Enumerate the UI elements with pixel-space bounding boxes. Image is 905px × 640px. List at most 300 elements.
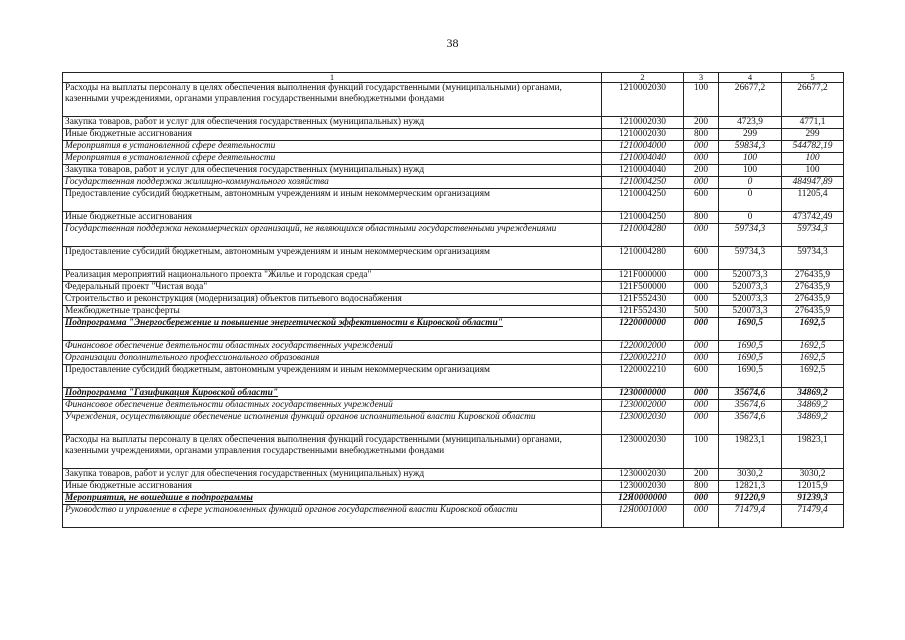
amount-year2-text: 100 bbox=[805, 165, 820, 175]
amount-year1-text: 520073,3 bbox=[732, 270, 768, 280]
target-code-cell bbox=[602, 247, 684, 270]
amount-year2-text: 91239,3 bbox=[797, 493, 828, 503]
expense-type-cell bbox=[684, 141, 719, 153]
amount-year1-cell bbox=[719, 141, 782, 153]
target-code-text: 1220002000 bbox=[619, 341, 666, 351]
amount-year2-text: 276435,9 bbox=[794, 282, 831, 292]
amount-year2-cell bbox=[782, 493, 844, 505]
item-name-text: Финансовое обеспечение деятельности областных государственных учреждений bbox=[65, 400, 393, 410]
expense-type-text: 000 bbox=[693, 224, 709, 234]
item-name-text: Закупка товаров, работ и услуг для обеспечения государственных (муниципальных) нужд bbox=[65, 165, 425, 175]
target-code-cell bbox=[602, 400, 684, 412]
column-number: 2 bbox=[602, 73, 684, 83]
amount-year2-cell bbox=[782, 189, 844, 212]
expense-type-text: 600 bbox=[693, 365, 709, 375]
item-name-cell bbox=[63, 400, 602, 412]
item-name-cell bbox=[63, 270, 602, 282]
amount-year1-text: 35674,6 bbox=[734, 400, 766, 410]
amount-year2-cell bbox=[782, 270, 844, 282]
amount-year2-text: 484947,89 bbox=[792, 177, 833, 187]
expense-type-text: 800 bbox=[693, 129, 709, 139]
expense-type-cell bbox=[684, 294, 719, 306]
amount-year2-cell bbox=[782, 224, 844, 247]
expense-type-text: 000 bbox=[693, 353, 709, 363]
budget-table bbox=[62, 72, 844, 528]
amount-year2-text: 34869,2 bbox=[797, 400, 828, 410]
expense-type-text: 000 bbox=[693, 153, 709, 163]
amount-year2-text: 299 bbox=[805, 129, 820, 139]
table-row bbox=[63, 365, 844, 388]
target-code-cell bbox=[602, 469, 684, 481]
amount-year1-cell bbox=[719, 189, 782, 212]
table-row bbox=[63, 353, 844, 365]
target-code-cell bbox=[602, 165, 684, 177]
expense-type-text: 000 bbox=[693, 493, 709, 503]
amount-year2-cell bbox=[782, 83, 844, 117]
amount-year2-cell bbox=[782, 212, 844, 224]
target-code-cell bbox=[602, 493, 684, 505]
target-code-cell bbox=[602, 341, 684, 353]
target-code-cell bbox=[602, 388, 684, 400]
item-name-text: Предоставление субсидий бюджетным, автономным учреждениям и иным некоммерческим организациям bbox=[65, 247, 490, 257]
table-row bbox=[63, 129, 844, 141]
expense-type-text: 000 bbox=[693, 341, 709, 351]
amount-year2-cell bbox=[782, 117, 844, 129]
table-row bbox=[63, 177, 844, 189]
amount-year2-text: 1692,5 bbox=[799, 365, 826, 375]
table-row bbox=[63, 306, 844, 318]
amount-year1-text: 0 bbox=[747, 177, 753, 187]
amount-year1-text: 100 bbox=[742, 165, 758, 175]
expense-type-cell bbox=[684, 353, 719, 365]
amount-year1-text: 0 bbox=[747, 212, 753, 222]
amount-year2-text: 1692,5 bbox=[799, 341, 826, 351]
amount-year1-cell bbox=[719, 247, 782, 270]
column-number: 4 bbox=[719, 73, 782, 83]
target-code-cell bbox=[602, 435, 684, 469]
amount-year1-cell bbox=[719, 177, 782, 189]
expense-type-text: 200 bbox=[693, 469, 709, 479]
table-row bbox=[63, 318, 844, 341]
table-row bbox=[63, 469, 844, 481]
amount-year2-text: 473742,49 bbox=[792, 212, 833, 222]
amount-year1-cell bbox=[719, 224, 782, 247]
table-row bbox=[63, 400, 844, 412]
amount-year1-text: 1690,5 bbox=[737, 365, 763, 375]
expense-type-text: 000 bbox=[693, 400, 709, 410]
item-name-text: Мероприятия в установленной сфере деятельности bbox=[65, 141, 276, 151]
item-name-cell bbox=[63, 153, 602, 165]
amount-year1-text: 12821,3 bbox=[734, 481, 766, 491]
expense-type-text: 000 bbox=[693, 412, 709, 422]
expense-type-text: 100 bbox=[693, 83, 709, 93]
item-name-text: Финансовое обеспечение деятельности областных государственных учреждений bbox=[65, 341, 393, 351]
amount-year2-text: 34869,2 bbox=[797, 388, 828, 398]
expense-type-cell bbox=[684, 270, 719, 282]
amount-year1-text: 1690,5 bbox=[737, 318, 763, 328]
amount-year1-text: 71479,4 bbox=[734, 505, 766, 515]
amount-year2-text: 59734,3 bbox=[797, 247, 828, 257]
table-row bbox=[63, 83, 844, 117]
expense-type-cell bbox=[684, 282, 719, 294]
item-name-cell bbox=[63, 493, 602, 505]
target-code-text: 1210004000 bbox=[619, 141, 666, 151]
target-code-text: 1230002030 bbox=[619, 469, 666, 479]
amount-year1-cell bbox=[719, 282, 782, 294]
item-name-cell bbox=[63, 353, 602, 365]
amount-year1-cell bbox=[719, 388, 782, 400]
item-name-cell bbox=[63, 189, 602, 212]
target-code-text: 1210004250 bbox=[619, 212, 666, 222]
target-code-cell bbox=[602, 212, 684, 224]
target-code-text: 12Я0000000 bbox=[618, 493, 667, 503]
item-name-text: Расходы на выплаты персоналу в целях обеспечения выполнения функций государственными (муниципальными) органами, казенными учреждениями, органами управления государственными внебюджетными фондами bbox=[65, 435, 562, 456]
item-name-text: Строительство и реконструкция (модернизация) объектов питьевого водоснабжения bbox=[65, 294, 402, 304]
target-code-cell bbox=[602, 189, 684, 212]
amount-year2-text: 12015,9 bbox=[797, 481, 828, 491]
item-name-text: Мероприятия в установленной сфере деятельности bbox=[65, 153, 276, 163]
target-code-text: 1220000000 bbox=[619, 318, 666, 328]
amount-year1-cell bbox=[719, 481, 782, 493]
expense-type-text: 500 bbox=[693, 306, 709, 316]
target-code-text: 1220002210 bbox=[619, 365, 666, 375]
expense-type-text: 200 bbox=[693, 165, 709, 175]
amount-year2-text: 34869,2 bbox=[797, 412, 828, 422]
item-name-cell bbox=[63, 247, 602, 270]
item-name-cell bbox=[63, 294, 602, 306]
item-name-text: Иные бюджетные ассигнования bbox=[65, 481, 192, 491]
table-row bbox=[63, 435, 844, 469]
target-code-text: 1210002030 bbox=[619, 117, 666, 127]
amount-year1-cell bbox=[719, 129, 782, 141]
target-code-cell bbox=[602, 270, 684, 282]
target-code-cell bbox=[602, 318, 684, 341]
amount-year2-cell bbox=[782, 435, 844, 469]
target-code-text: 1210004280 bbox=[619, 247, 666, 257]
amount-year2-cell bbox=[782, 481, 844, 493]
expense-type-text: 000 bbox=[693, 505, 709, 515]
item-name-cell bbox=[63, 177, 602, 189]
amount-year1-cell bbox=[719, 83, 782, 117]
expense-type-cell bbox=[684, 189, 719, 212]
amount-year2-cell bbox=[782, 165, 844, 177]
target-code-cell bbox=[602, 353, 684, 365]
amount-year2-cell bbox=[782, 318, 844, 341]
expense-type-text: 000 bbox=[693, 177, 709, 187]
expense-type-cell bbox=[684, 388, 719, 400]
expense-type-cell bbox=[684, 306, 719, 318]
amount-year1-cell bbox=[719, 469, 782, 481]
item-name-text: Иные бюджетные ассигнования bbox=[65, 129, 192, 139]
amount-year2-text: 3030,2 bbox=[799, 469, 826, 479]
item-name-text: Организации дополнительного профессионального образования bbox=[65, 353, 320, 363]
target-code-text: 1210004040 bbox=[619, 153, 666, 163]
amount-year2-text: 26677,2 bbox=[797, 83, 828, 93]
target-code-text: 12Я0001000 bbox=[618, 505, 667, 515]
item-name-text: Федеральный проект "Чистая вода" bbox=[65, 282, 208, 292]
target-code-cell bbox=[602, 365, 684, 388]
expense-type-text: 100 bbox=[693, 435, 709, 445]
target-code-cell bbox=[602, 117, 684, 129]
item-name-cell bbox=[63, 388, 602, 400]
expense-type-text: 000 bbox=[693, 270, 709, 280]
expense-type-cell bbox=[684, 212, 719, 224]
expense-type-cell bbox=[684, 400, 719, 412]
table-row bbox=[63, 224, 844, 247]
amount-year1-text: 19823,1 bbox=[734, 435, 766, 445]
expense-type-cell bbox=[684, 341, 719, 353]
expense-type-text: 600 bbox=[693, 247, 709, 257]
amount-year2-text: 1692,5 bbox=[799, 353, 826, 363]
item-name-text: Реализация мероприятий национального проекта "Жилье и городская среда" bbox=[65, 270, 372, 280]
amount-year1-cell bbox=[719, 212, 782, 224]
target-code-text: 1210004280 bbox=[619, 224, 666, 234]
table-row bbox=[63, 388, 844, 400]
amount-year1-text: 35674,6 bbox=[734, 412, 766, 422]
item-name-cell bbox=[63, 141, 602, 153]
item-name-cell bbox=[63, 129, 602, 141]
target-code-cell bbox=[602, 177, 684, 189]
table-row bbox=[63, 412, 844, 435]
amount-year1-cell bbox=[719, 435, 782, 469]
amount-year1-cell bbox=[719, 294, 782, 306]
table-row bbox=[63, 294, 844, 306]
amount-year2-cell bbox=[782, 294, 844, 306]
item-name-text: Руководство и управление в сфере установленных функций органов государственной власти Кировской области bbox=[65, 505, 518, 515]
expense-type-text: 000 bbox=[693, 141, 709, 151]
item-name-cell bbox=[63, 117, 602, 129]
item-name-text: Мероприятия, не вошедшие в подпрограммы bbox=[65, 493, 253, 503]
amount-year2-cell bbox=[782, 129, 844, 141]
expense-type-text: 000 bbox=[693, 282, 709, 292]
amount-year1-text: 59834,3 bbox=[734, 141, 766, 151]
target-code-cell bbox=[602, 294, 684, 306]
amount-year1-cell bbox=[719, 306, 782, 318]
target-code-cell bbox=[602, 224, 684, 247]
column-number: 1 bbox=[63, 73, 602, 83]
amount-year1-text: 1690,5 bbox=[737, 353, 763, 363]
expense-type-cell bbox=[684, 505, 719, 528]
table-body bbox=[63, 83, 844, 528]
expense-type-cell bbox=[684, 365, 719, 388]
amount-year2-cell bbox=[782, 469, 844, 481]
amount-year1-cell bbox=[719, 165, 782, 177]
expense-type-cell bbox=[684, 469, 719, 481]
target-code-text: 121F000000 bbox=[618, 270, 667, 280]
expense-type-cell bbox=[684, 165, 719, 177]
amount-year2-cell bbox=[782, 153, 844, 165]
amount-year2-text: 4771,1 bbox=[799, 117, 826, 127]
amount-year1-cell bbox=[719, 353, 782, 365]
target-code-cell bbox=[602, 481, 684, 493]
item-name-cell bbox=[63, 365, 602, 388]
expense-type-cell bbox=[684, 177, 719, 189]
target-code-text: 1210002030 bbox=[619, 83, 666, 93]
amount-year1-text: 4723,9 bbox=[737, 117, 763, 127]
amount-year1-cell bbox=[719, 505, 782, 528]
amount-year2-cell bbox=[782, 341, 844, 353]
target-code-text: 1210002030 bbox=[619, 129, 666, 139]
amount-year2-cell bbox=[782, 400, 844, 412]
amount-year2-text: 100 bbox=[805, 153, 820, 163]
target-code-text: 1220002210 bbox=[619, 353, 666, 363]
expense-type-cell bbox=[684, 247, 719, 270]
item-name-text: Учреждения, осуществляющие обеспечение исполнения функций органов исполнительной власти Кировской области bbox=[65, 412, 536, 422]
amount-year2-cell bbox=[782, 247, 844, 270]
table-row bbox=[63, 270, 844, 282]
target-code-text: 1230000000 bbox=[619, 388, 666, 398]
target-code-text: 1230002000 bbox=[619, 400, 666, 410]
target-code-text: 121F552430 bbox=[618, 294, 667, 304]
amount-year2-cell bbox=[782, 388, 844, 400]
amount-year2-cell bbox=[782, 177, 844, 189]
amount-year1-cell bbox=[719, 153, 782, 165]
amount-year2-cell bbox=[782, 141, 844, 153]
item-name-cell bbox=[63, 306, 602, 318]
item-name-text: Межбюджетные трансферты bbox=[65, 306, 180, 316]
expense-type-cell bbox=[684, 117, 719, 129]
amount-year1-text: 100 bbox=[742, 153, 758, 163]
target-code-cell bbox=[602, 412, 684, 435]
amount-year1-cell bbox=[719, 341, 782, 353]
expense-type-cell bbox=[684, 129, 719, 141]
expense-type-text: 600 bbox=[693, 189, 709, 199]
item-name-cell bbox=[63, 282, 602, 294]
target-code-cell bbox=[602, 306, 684, 318]
column-number: 3 bbox=[684, 73, 719, 83]
target-code-text: 1230002030 bbox=[619, 435, 666, 445]
amount-year2-cell bbox=[782, 306, 844, 318]
table-row bbox=[63, 165, 844, 177]
amount-year1-cell bbox=[719, 400, 782, 412]
table-row bbox=[63, 212, 844, 224]
amount-year1-text: 520073,3 bbox=[732, 294, 768, 304]
table-row bbox=[63, 505, 844, 528]
item-name-cell bbox=[63, 435, 602, 469]
amount-year1-cell bbox=[719, 117, 782, 129]
expense-type-text: 000 bbox=[693, 388, 709, 398]
expense-type-cell bbox=[684, 412, 719, 435]
item-name-text: Иные бюджетные ассигнования bbox=[65, 212, 192, 222]
target-code-cell bbox=[602, 129, 684, 141]
item-name-cell bbox=[63, 212, 602, 224]
expense-type-cell bbox=[684, 435, 719, 469]
item-name-cell bbox=[63, 505, 602, 528]
item-name-cell bbox=[63, 224, 602, 247]
expense-type-cell bbox=[684, 83, 719, 117]
target-code-cell bbox=[602, 83, 684, 117]
amount-year1-cell bbox=[719, 412, 782, 435]
amount-year1-cell bbox=[719, 270, 782, 282]
table-row bbox=[63, 141, 844, 153]
amount-year1-cell bbox=[719, 493, 782, 505]
item-name-cell bbox=[63, 481, 602, 493]
target-code-text: 1210004250 bbox=[619, 189, 666, 199]
item-name-text: Предоставление субсидий бюджетным, автономным учреждениям и иным некоммерческим организациям bbox=[65, 365, 490, 375]
column-number: 5 bbox=[782, 73, 844, 83]
item-name-cell bbox=[63, 165, 602, 177]
item-name-cell bbox=[63, 83, 602, 117]
table-row bbox=[63, 341, 844, 353]
target-code-cell bbox=[602, 505, 684, 528]
expense-type-cell bbox=[684, 318, 719, 341]
page-number: 38 bbox=[446, 36, 459, 50]
expense-type-cell bbox=[684, 153, 719, 165]
expense-type-text: 000 bbox=[693, 294, 709, 304]
item-name-text: Предоставление субсидий бюджетным, автономным учреждениям и иным некоммерческим организациям bbox=[65, 189, 490, 199]
item-name-cell bbox=[63, 412, 602, 435]
amount-year1-text: 520073,3 bbox=[732, 306, 768, 316]
target-code-text: 1230002030 bbox=[619, 412, 666, 422]
amount-year1-text: 520073,3 bbox=[732, 282, 768, 292]
amount-year2-text: 19823,1 bbox=[797, 435, 828, 445]
amount-year1-text: 26677,2 bbox=[734, 83, 766, 93]
expense-type-text: 200 bbox=[693, 117, 709, 127]
item-name-text: Подпрограмма "Газификация Кировской области" bbox=[65, 388, 279, 398]
column-number-row bbox=[63, 73, 844, 83]
amount-year2-cell bbox=[782, 412, 844, 435]
target-code-cell bbox=[602, 141, 684, 153]
item-name-cell bbox=[63, 318, 602, 341]
amount-year2-text: 276435,9 bbox=[794, 294, 831, 304]
item-name-text: Расходы на выплаты персоналу в целях обеспечения выполнения функций государственными (муниципальными) органами, казенными учреждениями, органами управления государственными внебюджетными фондами bbox=[65, 83, 562, 104]
table-row bbox=[63, 117, 844, 129]
expense-type-text: 800 bbox=[693, 212, 709, 222]
amount-year2-text: 59734,3 bbox=[797, 224, 828, 234]
item-name-text: Закупка товаров, работ и услуг для обеспечения государственных (муниципальных) нужд bbox=[65, 117, 425, 127]
amount-year1-text: 91220,9 bbox=[734, 493, 766, 503]
amount-year1-text: 59734,3 bbox=[734, 224, 766, 234]
table-row bbox=[63, 247, 844, 270]
expense-type-text: 800 bbox=[693, 481, 709, 491]
target-code-cell bbox=[602, 282, 684, 294]
expense-type-cell bbox=[684, 481, 719, 493]
expense-type-cell bbox=[684, 493, 719, 505]
item-name-cell bbox=[63, 469, 602, 481]
amount-year2-text: 71479,4 bbox=[797, 505, 828, 515]
amount-year1-cell bbox=[719, 318, 782, 341]
table-row bbox=[63, 282, 844, 294]
target-code-text: 1230002030 bbox=[619, 481, 666, 491]
item-name-cell bbox=[63, 341, 602, 353]
table-row bbox=[63, 493, 844, 505]
amount-year1-text: 3030,2 bbox=[737, 469, 763, 479]
amount-year2-text: 544782,19 bbox=[792, 141, 833, 151]
amount-year2-text: 276435,9 bbox=[794, 270, 831, 280]
target-code-text: 1210004250 bbox=[619, 177, 666, 187]
expense-type-text: 000 bbox=[693, 318, 709, 328]
amount-year2-text: 11205,4 bbox=[797, 189, 828, 199]
amount-year2-text: 276435,9 bbox=[794, 306, 831, 316]
amount-year2-text: 1692,5 bbox=[799, 318, 826, 328]
expense-type-cell bbox=[684, 224, 719, 247]
item-name-text: Закупка товаров, работ и услуг для обеспечения государственных (муниципальных) нужд bbox=[65, 469, 425, 479]
amount-year2-cell bbox=[782, 365, 844, 388]
amount-year1-text: 59734,3 bbox=[734, 247, 766, 257]
item-name-text: Государственная поддержка жилищно-коммунального хозяйства bbox=[65, 177, 329, 187]
target-code-text: 1210004040 bbox=[619, 165, 666, 175]
table-row bbox=[63, 481, 844, 493]
amount-year2-cell bbox=[782, 353, 844, 365]
amount-year1-text: 0 bbox=[747, 189, 753, 199]
amount-year1-text: 35674,6 bbox=[734, 388, 766, 398]
table-row bbox=[63, 153, 844, 165]
amount-year2-cell bbox=[782, 282, 844, 294]
item-name-text: Подпрограмма "Энергосбережение и повышение энергетической эффективности в Кировской области" bbox=[65, 318, 503, 328]
table-row bbox=[63, 189, 844, 212]
target-code-text: 121F500000 bbox=[618, 282, 667, 292]
amount-year1-cell bbox=[719, 365, 782, 388]
